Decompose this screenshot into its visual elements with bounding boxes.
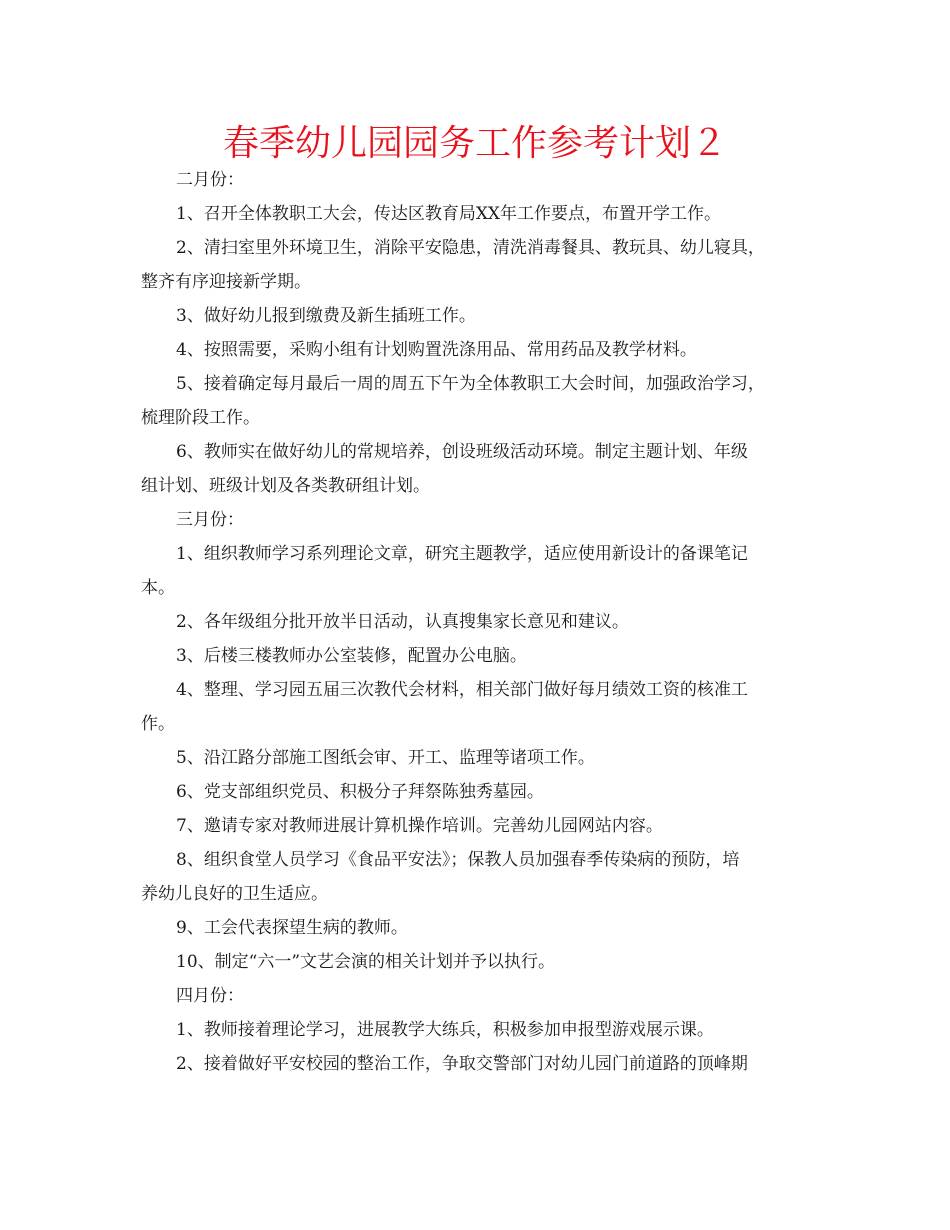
paragraph-line: 1、组织教师学习系列理论文章，研究主题教学，适应使用新设计的备课笔记 xyxy=(176,544,748,564)
paragraph-line: 5、沿江路分部施工图纸会审、开工、监理等诸项工作。 xyxy=(176,748,595,768)
paragraph-line: 7、邀请专家对教师进展计算机操作培训。完善幼儿园网站内容。 xyxy=(176,816,663,836)
paragraph-line: 6、教师实在做好幼儿的常规培养，创设班级活动环境。制定主题计划、年级 xyxy=(176,442,748,462)
section-heading-march: 三月份： xyxy=(176,510,244,530)
paragraph-line: 6、党支部组织党员、积极分子拜祭陈独秀墓园。 xyxy=(176,782,544,802)
paragraph-line: 1、召开全体教职工大会，传达区教育局XX年工作要点，布置开学工作。 xyxy=(176,204,722,224)
section-heading-april: 四月份： xyxy=(176,986,244,1006)
paragraph-line: 4、整理、学习园五届三次教代会材料，相关部门做好每月绩效工资的核准工 xyxy=(176,680,748,700)
paragraph-line: 5、接着确定每月最后一周的周五下午为全体教职工大会时间，加强政治学习， xyxy=(176,374,765,394)
paragraph-line: 9、工会代表探望生病的教师。 xyxy=(176,918,408,938)
paragraph-line: 1、教师接着理论学习，进展教学大练兵，积极参加申报型游戏展示课。 xyxy=(176,1020,714,1040)
paragraph-line: 2、各年级组分批开放半日活动，认真搜集家长意见和建议。 xyxy=(176,612,629,632)
paragraph-line: 3、做好幼儿报到缴费及新生插班工作。 xyxy=(176,306,476,326)
paragraph-line: 梳理阶段工作。 xyxy=(141,408,260,428)
paragraph-line: 2、接着做好平安校园的整治工作，争取交警部门对幼儿园门前道路的顶峰期 xyxy=(176,1054,748,1074)
paragraph-line: 养幼儿良好的卫生适应。 xyxy=(141,884,328,904)
paragraph-line: 作。 xyxy=(141,714,175,734)
paragraph-line: 3、后楼三楼教师办公室装修，配置办公电脑。 xyxy=(176,646,527,666)
document-title: 春季幼儿园园务工作参考计划２ xyxy=(222,123,727,164)
paragraph-line: 本。 xyxy=(141,578,175,598)
paragraph-line: 8、组织食堂人员学习《食品平安法》；保教人员加强春季传染病的预防，培 xyxy=(176,850,740,870)
paragraph-line: 10、制定“六一”文艺会演的相关计划并予以执行。 xyxy=(176,952,556,972)
paragraph-line: 2、清扫室里外环境卫生，消除平安隐患，清洗消毒餐具、教玩具、幼儿寝具， xyxy=(176,238,765,258)
paragraph-line: 整齐有序迎接新学期。 xyxy=(141,272,311,292)
paragraph-line: 组计划、班级计划及各类教研组计划。 xyxy=(141,476,430,496)
paragraph-line: 4、按照需要，采购小组有计划购置洗涤用品、常用药品及教学材料。 xyxy=(176,340,697,360)
section-heading-february: 二月份： xyxy=(176,170,244,190)
